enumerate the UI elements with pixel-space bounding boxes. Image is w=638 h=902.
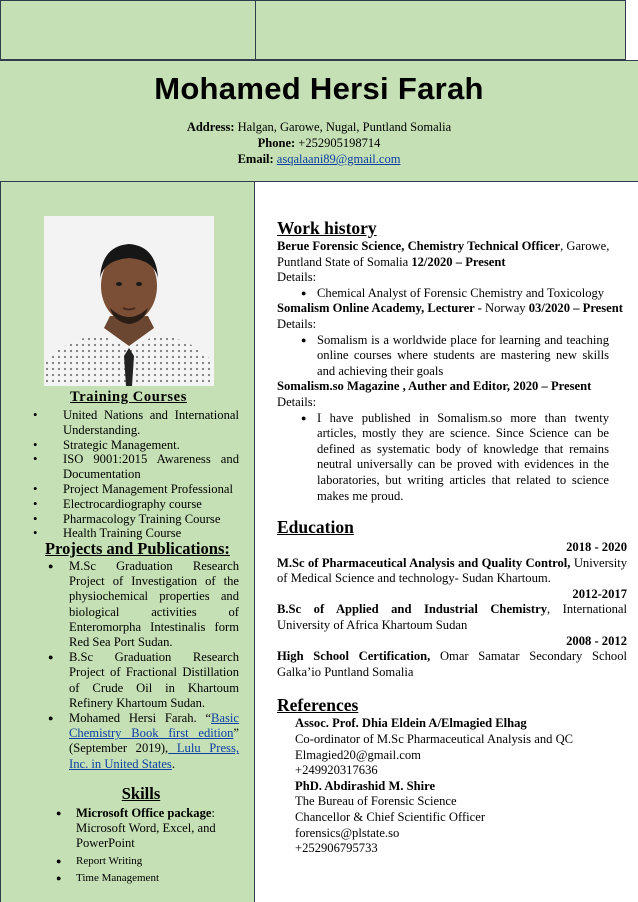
edu-years: 2008 - 2012 xyxy=(566,633,627,648)
phone-line xyxy=(0,135,638,151)
top-band xyxy=(0,0,626,60)
publication-item xyxy=(45,711,239,772)
references-block xyxy=(295,716,627,856)
edu-degree: M.Sc of Pharmaceutical Analysis and Quality Control, xyxy=(277,555,571,570)
phone-value: +252905198714 xyxy=(298,136,381,150)
details-label: Details: xyxy=(277,394,317,409)
portrait-photo-icon xyxy=(44,216,214,386)
list-item: • Strategic Management. xyxy=(31,438,239,453)
book-link[interactable]: Basic Chemistry Book first edition xyxy=(69,711,239,741)
publication-prefix: Mohamed Hersi Farah. “ xyxy=(69,711,212,726)
portrait-photo xyxy=(44,216,214,386)
edu-entry xyxy=(277,602,627,633)
address-line xyxy=(0,119,638,135)
list-item: • Project Management Professional xyxy=(31,482,239,497)
skills-list xyxy=(56,806,241,886)
publication-suffix: . xyxy=(171,756,175,771)
edu-entry xyxy=(277,556,627,587)
references-title: References xyxy=(277,695,359,716)
email-link[interactable]: asqalaani89@gmail.com xyxy=(276,152,401,166)
job-location: Norway xyxy=(481,301,529,316)
job-entry xyxy=(277,239,627,270)
edu-degree: High School Certification, xyxy=(277,649,431,664)
reference-line: forensics@plstate.so xyxy=(295,825,400,840)
publication-mid: ” (September 2019), xyxy=(69,726,239,756)
sidebar xyxy=(0,182,255,902)
projects-title: Projects and Publications: xyxy=(45,539,230,558)
edu-years: 2018 - 2020 xyxy=(566,540,627,555)
address-label: Address: xyxy=(186,120,235,134)
main-content xyxy=(277,182,627,857)
reference-line: Chancellor & Chief Scientific Officer xyxy=(295,810,486,824)
list-item: • Health Training Course xyxy=(31,526,239,541)
address-value: Halgan, Garowe, Nugal, Puntland Somalia xyxy=(237,120,452,134)
list-item: ● Time Management xyxy=(56,871,241,886)
job-location: , Garowe, Puntland State of Somalia xyxy=(277,239,610,269)
edu-school: University of Medical Science and technology- Sudan Khartoum. xyxy=(277,555,627,586)
list-item: ● I have published in Somalism.so more than twenty articles, mostly they are science. Since Science can be defined as systematic body of knowledge that remains neutral universally can be proved with evidences in the laboratories, but writing articles that related to science makes me proud. xyxy=(277,411,627,505)
email-label: Email: xyxy=(237,152,274,166)
reference-line: The Bureau of Forensic Science xyxy=(295,794,457,809)
list-item: • ISO 9001:2015 Awareness and Documentation xyxy=(31,452,239,482)
edu-degree: B.Sc of Applied and Industrial Chemistry xyxy=(277,602,548,617)
edu-entry xyxy=(277,649,627,680)
phone-label: Phone: xyxy=(257,136,296,150)
reference-name: Assoc. Prof. Dhia Eldein A/Elmagied Elhag xyxy=(295,716,527,731)
list-item: • United Nations and International Understanding. xyxy=(31,408,239,438)
resume-header xyxy=(0,60,638,182)
job-entry xyxy=(277,301,627,317)
training-courses-title: Training Courses xyxy=(70,389,187,405)
reference-name: PhD. Abdirashid M. Shire xyxy=(295,778,436,793)
skill-bold: Microsoft Office package xyxy=(76,806,212,820)
publisher-link[interactable]: Lulu Press, Inc. in United States xyxy=(69,741,239,771)
reference-line: +249920317636 xyxy=(295,763,378,778)
job-title: Berue Forensic Science, Chemistry Technical Officer xyxy=(277,239,561,253)
job-title: Somalism Online Academy, Lecturer - xyxy=(277,301,482,316)
list-item xyxy=(56,806,241,852)
job-entry xyxy=(277,379,627,395)
job-title: Somalism.so Magazine , Auther and Editor, 2020 – Present xyxy=(277,379,592,394)
top-band-divider xyxy=(255,1,256,61)
job-details xyxy=(277,333,627,380)
contact-block xyxy=(0,119,638,167)
list-item: • Electrocardiography course xyxy=(31,497,239,512)
list-item: ● M.Sc Graduation Research Project of Investigation of the physiochemical properties and biological activities of Enteromorpha Intestinalis form Red Sea Port Sudan. xyxy=(45,559,239,650)
details-label: Details: xyxy=(277,270,317,285)
skill-rest: : Microsoft Word, Excel, and PowerPoint xyxy=(76,806,216,851)
details-label: Details: xyxy=(277,316,317,331)
work-history-title: Work history xyxy=(277,218,377,238)
edu-years: 2012-2017 xyxy=(572,586,627,601)
job-details xyxy=(277,411,627,505)
skills-title: Skills xyxy=(121,784,161,803)
training-list xyxy=(31,408,239,541)
reference-line: +252906795733 xyxy=(295,841,378,856)
email-line xyxy=(0,151,638,167)
list-item: • Pharmacology Training Course xyxy=(31,512,239,527)
job-date: 12/2020 – Present xyxy=(411,254,506,269)
candidate-name: Mohamed Hersi Farah xyxy=(154,71,484,106)
edu-school: Omar Samatar Secondary School Galka’io Puntland Somalia xyxy=(277,649,627,679)
list-item: ● Chemical Analyst of Forensic Chemistry and Toxicology xyxy=(277,286,627,302)
list-item: ● Somalism is a worldwide place for learning and teaching online courses where students are mastering new skills and achieving their goals xyxy=(277,333,627,380)
reference-line: Elmagied20@gmail.com xyxy=(295,747,421,762)
education-title: Education xyxy=(277,517,354,538)
reference-line: Co-ordinator of M.Sc Pharmaceutical Analysis and QC xyxy=(295,732,574,747)
list-item: ● B.Sc Graduation Research Project of Fractional Distillation of Crude Oil in Khartoum Refinery Khartoum Sudan. xyxy=(45,650,239,711)
projects-list xyxy=(45,559,239,772)
job-details xyxy=(277,286,627,302)
job-date: 03/2020 – Present xyxy=(528,301,623,316)
list-item: ● Report Writing xyxy=(56,854,241,869)
edu-school: , International University of Africa Khartoum Sudan xyxy=(277,602,628,633)
